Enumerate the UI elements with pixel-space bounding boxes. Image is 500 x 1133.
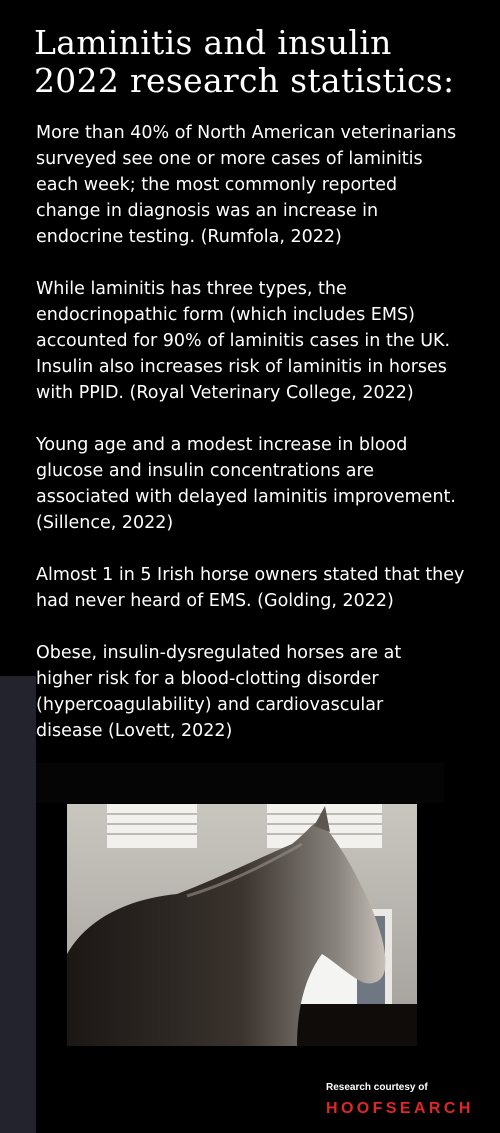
stat-line: surveyed see one or more cases of laminitis [36, 149, 423, 169]
stat-line: accounted for 90% of laminitis cases in the UK. [36, 331, 451, 351]
stat-paragraph-sillence [36, 432, 486, 536]
title-line-1: Laminitis and insulin [34, 23, 392, 62]
stat-line: each week; the most commonly reported [36, 175, 398, 195]
stat-line: associated with delayed laminitis improvement. [36, 487, 456, 507]
stat-paragraph-golding [36, 562, 486, 614]
stat-paragraph-rumfola [36, 120, 486, 250]
stat-line: Insulin also increases risk of laminitis in horses [36, 357, 447, 377]
stat-line: (Sillence, 2022) [36, 513, 174, 533]
stat-line: had never heard of EMS. (Golding, 2022) [36, 591, 394, 611]
decorative-side-panel [0, 676, 36, 1133]
stat-paragraph-lovett [36, 640, 486, 744]
stat-line: glucose and insulin concentrations are [36, 461, 375, 481]
stat-line: Young age and a modest increase in blood [36, 435, 408, 455]
stat-line: endocrine testing. (Rumfola, 2022) [36, 227, 342, 247]
stat-line: change in diagnosis was an increase in [36, 201, 379, 221]
horse-photo [67, 804, 417, 1046]
stat-line: with PPID. (Royal Veterinary College, 2022) [36, 383, 414, 403]
stat-line: While laminitis has three types, the [36, 279, 347, 299]
stat-line: Almost 1 in 5 Irish horse owners stated that they [36, 565, 465, 585]
decorative-black-strip [36, 763, 444, 803]
statistics-list [36, 120, 486, 770]
hoofsearch-logo: HOOFSEARCH [326, 1100, 474, 1117]
stat-line: endocrinopathic form (which includes EMS) [36, 305, 415, 325]
title-line-2: 2022 research statistics: [34, 61, 455, 100]
stat-line: More than 40% of North American veterinarians [36, 123, 457, 143]
stat-line: (hypercoagulability) and cardiovascular [36, 695, 384, 715]
page-title [34, 24, 484, 100]
credit-text: Research courtesy of [326, 1082, 428, 1093]
stat-line: higher risk for a blood-clotting disorder [36, 669, 379, 689]
stat-line: Obese, insulin-dysregulated horses are at [36, 643, 402, 663]
stat-paragraph-rvc [36, 276, 486, 406]
stat-line: disease (Lovett, 2022) [36, 721, 233, 741]
